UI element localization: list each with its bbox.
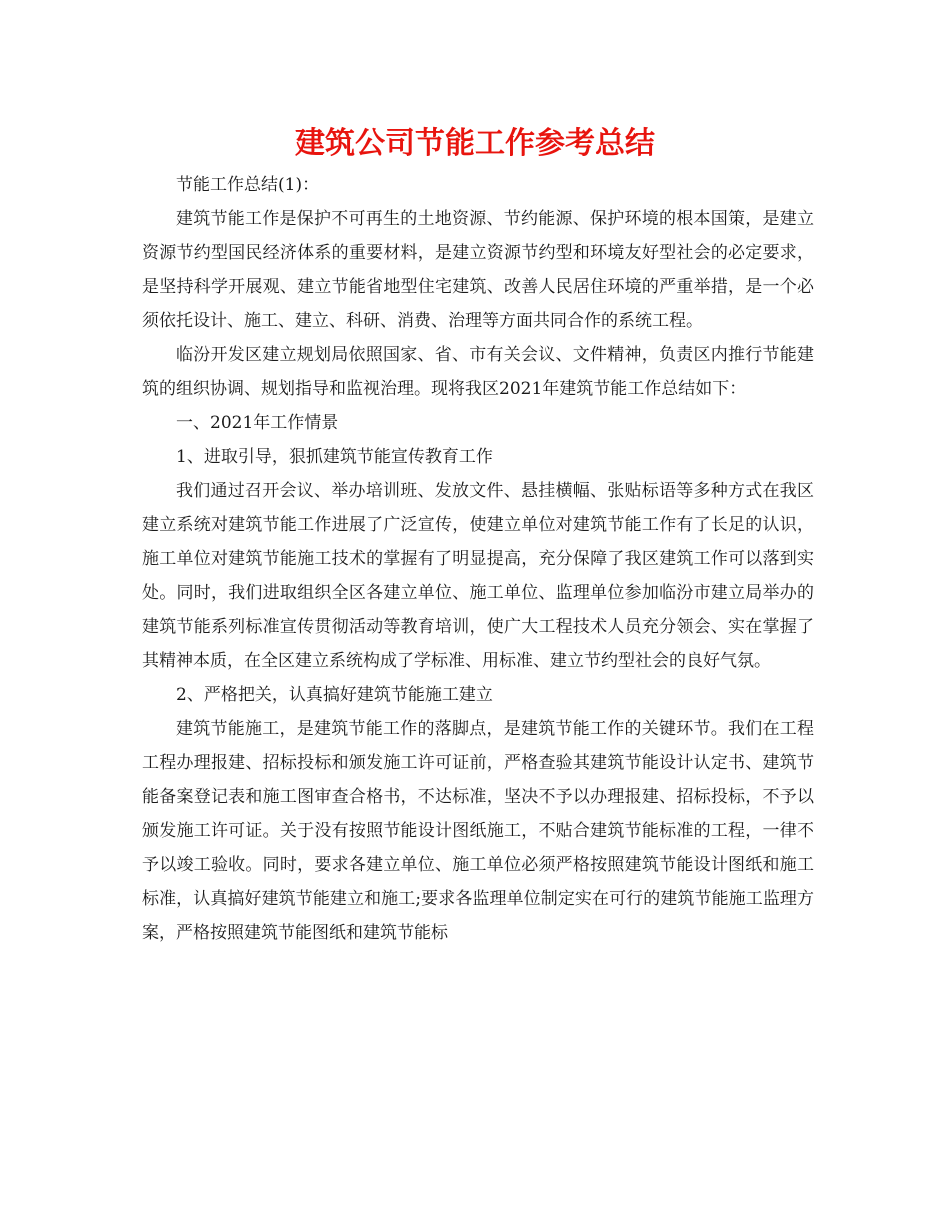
paragraph: 我们通过召开会议、举办培训班、发放文件、悬挂横幅、张贴标语等多种方式在我区建立系统对建筑节能工作进展了广泛宣传，使建立单位对建筑节能工作有了长足的认识，施工单位对建筑节能施工技术的掌握有了明显提高，充分保障了我区建筑工作可以落到实处。同时，我们进取组织全区各建立单位、施工单位、监理单位参加临汾市建立局举办的建筑节能系列标准宣传贯彻活动等教育培训，使广大工程技术人员充分领会、实在掌握了其精神本质，在全区建立系统构成了学标准、用标准、建立节约型社会的良好气氛。 <box>142 481 814 671</box>
section-intro-label: 节能工作总结(1)： <box>176 175 320 195</box>
section-heading: 一、2021年工作情景 <box>176 413 339 433</box>
subsection-heading: 1、进取引导，狠抓建筑节能宣传教育工作 <box>176 447 493 467</box>
paragraph: 临汾开发区建立规划局依照国家、省、市有关会议、文件精神，负责区内推行节能建筑的组织协调、规划指导和监视治理。现将我区2021年建筑节能工作总结如下： <box>142 345 814 399</box>
document-title: 建筑公司节能工作参考总结 <box>295 126 655 161</box>
subsection-heading: 2、严格把关，认真搞好建筑节能施工建立 <box>176 685 493 705</box>
paragraph: 建筑节能工作是保护不可再生的土地资源、节约能源、保护环境的根本国策，是建立资源节约型国民经济体系的重要材料，是建立资源节约型和环境友好型社会的必定要求，是坚持科学开展观、建立节能省地型住宅建筑、改善人民居住环境的严重举措，是一个必须依托设计、施工、建立、科研、消费、治理等方面共同合作的系统工程。 <box>142 209 814 331</box>
paragraph: 建筑节能施工，是建筑节能工作的落脚点，是建筑节能工作的关键环节。我们在工程工程办理报建、招标投标和颁发施工许可证前，严格查验其建筑节能设计认定书、建筑节能备案登记表和施工图审查合格书，不达标准，坚决不予以办理报建、招标投标，不予以颁发施工许可证。关于没有按照节能设计图纸施工，不贴合建筑节能标准的工程，一律不予以竣工验收。同时，要求各建立单位、施工单位必须严格按照建筑节能设计图纸和施工标准，认真搞好建筑节能建立和施工;要求各监理单位制定实在可行的建筑节能施工监理方案，严格按照建筑节能图纸和建筑节能标 <box>142 719 814 943</box>
document-body <box>142 168 814 950</box>
